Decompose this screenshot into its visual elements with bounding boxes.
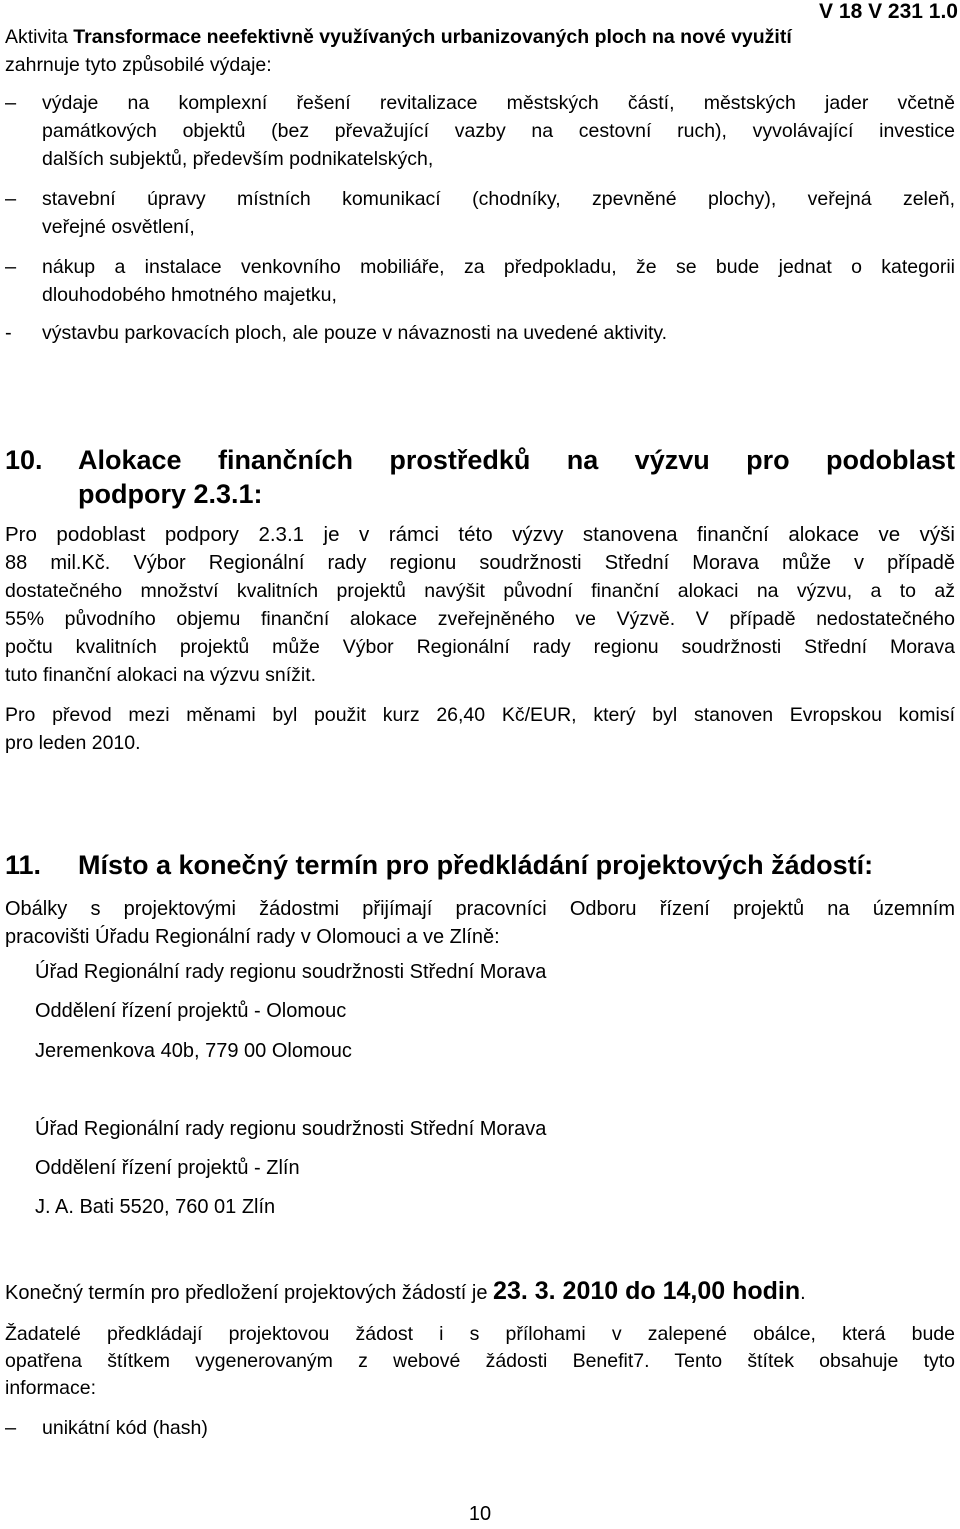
bullet-3-line-2: dlouhodobého hmotného majetku, — [42, 284, 337, 306]
document-version: V 18 V 231 1.0 — [819, 0, 958, 23]
deadline-suffix: . — [800, 1282, 806, 1304]
bullet-1-line-2: památkových objektů (bez převažující vazby na cestovní ruch), vyvolávající investice — [42, 120, 955, 142]
section-11-p2-line-2: opatřena štítkem vygenerovaným z webové žádosti Benefit7. Tento štítek obsahuje tyto — [5, 1350, 955, 1372]
intro-line-2: zahrnuje tyto způsobilé výdaje: — [5, 54, 272, 76]
bullet-mark: – — [5, 256, 17, 278]
section-10-heading-line-1: Alokace finančních prostředků na výzvu pro podoblast — [78, 445, 955, 475]
section-10-p1-line-5: počtu kvalitních projektů může Výbor Regionální rady regionu soudržnosti Střední Morava — [5, 636, 955, 658]
address-zlin-street: J. A. Bati 5520, 760 01 Zlín — [35, 1196, 276, 1218]
bullet-2-line-1: stavební úpravy místních komunikací (chodníky, zpevněné plochy), veřejná zeleň, — [42, 188, 955, 210]
bullet-mark: – — [5, 1417, 17, 1439]
page-number: 10 — [468, 1503, 492, 1525]
section-10-p2-line-1: Pro převod mezi měnami byl použit kurz 26,40 Kč/EUR, který byl stanoven Evropskou komisí — [5, 704, 955, 726]
section-10-p1-line-2: 88 mil.Kč. Výbor Regionální rady regionu soudržnosti Střední Morava může v případě — [5, 552, 955, 574]
address-olomouc-dept: Oddělení řízení projektů - Olomouc — [35, 1000, 347, 1022]
section-10-p1-line-6: tuto finanční alokaci na výzvu snížit. — [5, 664, 317, 686]
section-11-number: 11. — [5, 850, 42, 880]
bullet-2-line-2: veřejné osvětlení, — [42, 216, 195, 238]
bullet-1-line-3: dalších subjektů, především podnikatelských, — [42, 148, 434, 170]
bullet-4-line-1: výstavbu parkovacích ploch, ale pouze v návaznosti na uvedené aktivity. — [42, 322, 668, 344]
deadline-prefix: Konečný termín pro předložení projektových žádostí je — [5, 1282, 494, 1304]
section-11-p1-line-2: pracovišti Úřadu Regionální rady v Olomouci a ve Zlíně: — [5, 926, 500, 948]
deadline-date: 23. 3. 2010 do 14,00 hodin — [493, 1277, 801, 1305]
intro-line-1 — [5, 24, 955, 51]
address-olomouc-org: Úřad Regionální rady regionu soudržnosti Střední Morava — [35, 961, 547, 983]
section-11-p1-line-1: Obálky s projektovými žádostmi přijímají pracovníci Odboru řízení projektů na územním — [5, 898, 955, 920]
section-10-heading-line-2: podpory 2.3.1: — [78, 479, 263, 509]
bullet-3-line-1: nákup a instalace venkovního mobiliáře, za předpokladu, že se bude jednat o kategorii — [42, 256, 955, 278]
section-10-number: 10. — [5, 445, 43, 475]
section-10-p1-line-1: Pro podoblast podpory 2.3.1 je v rámci této výzvy stanovena finanční alokace ve výši — [5, 523, 955, 546]
bullet-mark: – — [5, 188, 17, 210]
bullet-mark: – — [5, 92, 17, 114]
hash-bullet-text: unikátní kód (hash) — [42, 1417, 208, 1439]
section-10-p2-line-2: pro leden 2010. — [5, 732, 141, 754]
section-11-p2-line-1: Žadatelé předkládají projektovou žádost i s přílohami v zalepené obálce, která bude — [5, 1323, 955, 1345]
section-11-p2-line-3: informace: — [5, 1377, 97, 1399]
address-olomouc-street: Jeremenkova 40b, 779 00 Olomouc — [35, 1040, 352, 1062]
section-10-p1-line-3: dostatečného množství kvalitních projektů navýšit původní finanční alokaci na výzvu, a to až — [5, 580, 955, 602]
intro-prefix: Aktivita — [5, 26, 74, 48]
address-zlin-org: Úřad Regionální rady regionu soudržnosti Střední Morava — [35, 1118, 547, 1140]
bullet-mark: - — [5, 322, 12, 344]
address-zlin-dept: Oddělení řízení projektů - Zlín — [35, 1157, 300, 1179]
activity-name: Transformace neefektivně využívaných urbanizovaných ploch na nové využití — [73, 26, 792, 48]
deadline-sentence — [5, 1275, 806, 1309]
section-11-heading: Místo a konečný termín pro předkládání projektových žádostí: — [78, 850, 874, 880]
bullet-1-line-1: výdaje na komplexní řešení revitalizace městských částí, městských jader včetně — [42, 92, 955, 114]
section-10-p1-line-4: 55% původního objemu finanční alokace zveřejněného ve Výzvě. V případě nedostatečného — [5, 608, 955, 630]
